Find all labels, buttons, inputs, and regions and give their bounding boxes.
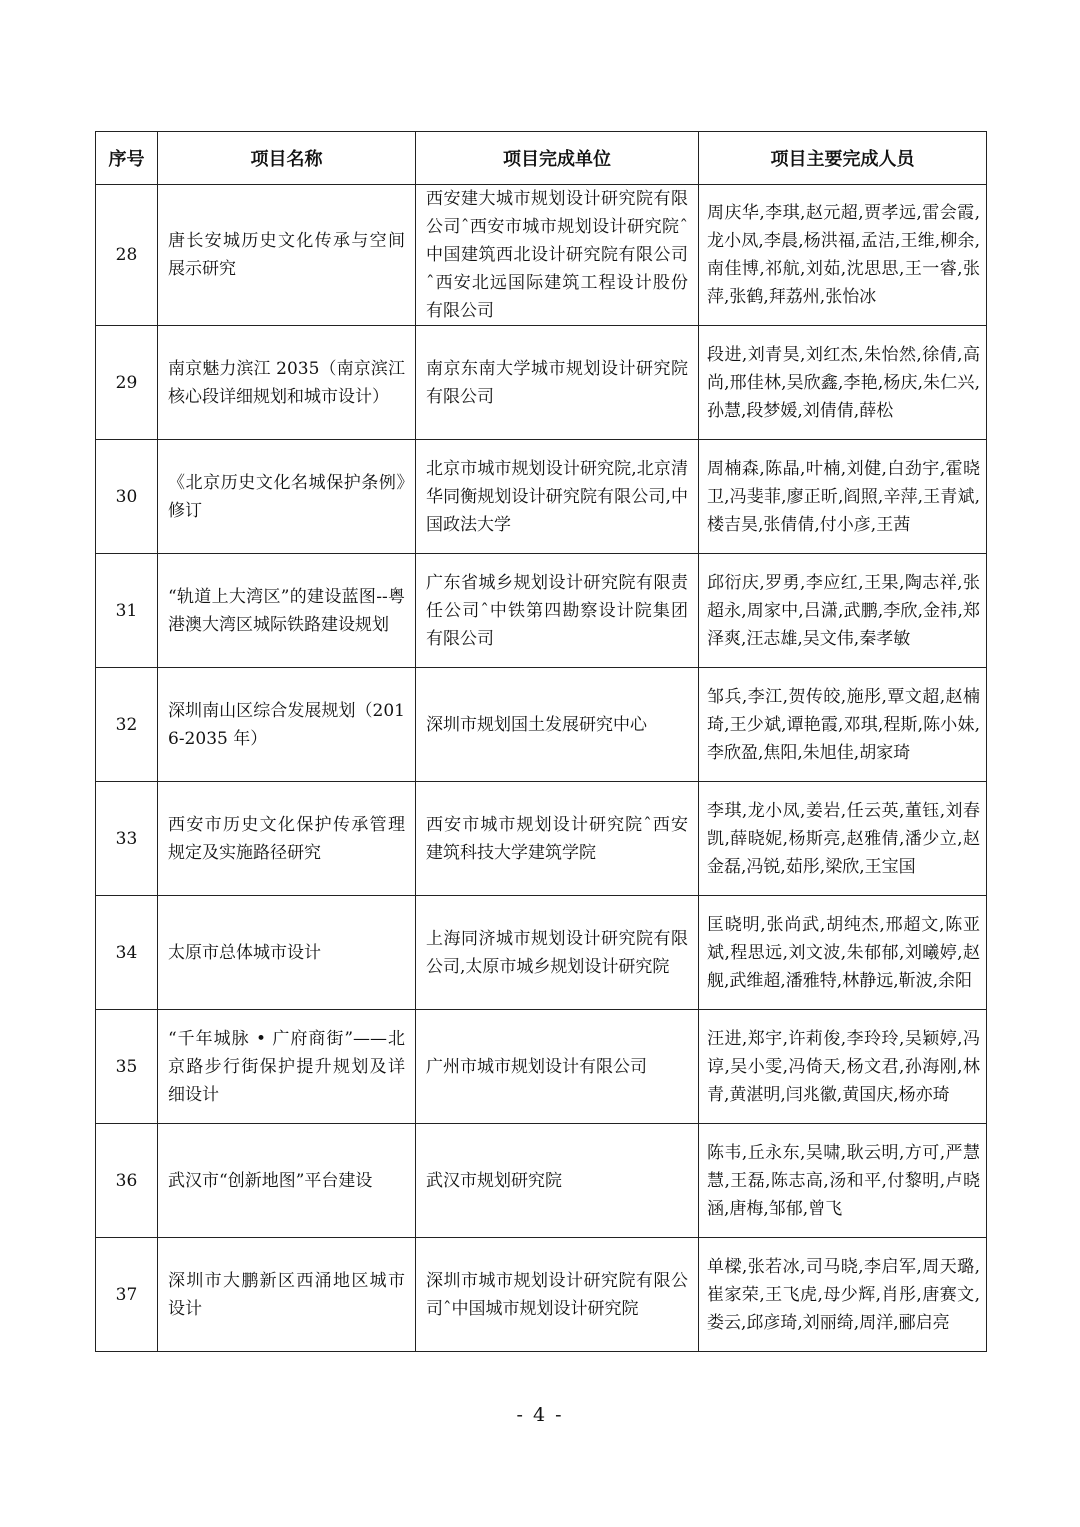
completion-unit — [416, 440, 699, 554]
project-name-text: “轨道上大湾区”的建设蓝图--粤港澳大湾区城际铁路建设规划 — [168, 586, 405, 635]
table-row — [96, 1238, 987, 1352]
project-name — [158, 668, 416, 782]
main-personnel-text: 段进,刘青昊,刘红杰,朱怡然,徐倩,高尚,邢佳林,吴欣鑫,李艳,杨庆,朱仁兴,孙慧,段梦媛,刘倩倩,薛松 — [707, 344, 980, 421]
completion-unit — [416, 782, 699, 896]
project-name — [158, 1124, 416, 1238]
completion-unit — [416, 1238, 699, 1352]
header-no: 序号 — [96, 132, 158, 185]
completion-unit — [416, 326, 699, 440]
completion-unit — [416, 1124, 699, 1238]
project-name — [158, 1238, 416, 1352]
header-project-name: 项目名称 — [158, 132, 416, 185]
project-name — [158, 554, 416, 668]
completion-unit-text: 深圳市城市规划设计研究院有限公司ˆ中国城市规划设计研究院 — [426, 1270, 688, 1319]
table-header-row — [96, 132, 987, 185]
completion-unit — [416, 668, 699, 782]
table-row — [96, 1124, 987, 1238]
main-personnel — [699, 668, 987, 782]
row-number: 29 — [96, 326, 158, 440]
completion-unit — [416, 554, 699, 668]
main-personnel — [699, 1238, 987, 1352]
table-row — [96, 1010, 987, 1124]
award-projects-table — [95, 131, 987, 1352]
project-name-text: 武汉市“创新地图”平台建设 — [168, 1170, 373, 1191]
row-number: 35 — [96, 1010, 158, 1124]
row-number: 28 — [96, 185, 158, 326]
project-name-text: 太原市总体城市设计 — [168, 942, 321, 963]
table-row — [96, 782, 987, 896]
project-name-text: 唐长安城历史文化传承与空间展示研究 — [168, 231, 405, 279]
completion-unit-text: 武汉市规划研究院 — [426, 1170, 562, 1191]
project-name-text: 南京魅力滨江 2035（南京滨江核心段详细规划和城市设计） — [168, 358, 405, 407]
table-row — [96, 326, 987, 440]
project-name-text: 西安市历史文化保护传承管理规定及实施路径研究 — [168, 814, 405, 863]
project-name — [158, 782, 416, 896]
row-number: 32 — [96, 668, 158, 782]
page-number: - 4 - — [516, 1404, 564, 1426]
header-main-personnel: 项目主要完成人员 — [699, 132, 987, 185]
completion-unit-text: 北京市城市规划设计研究院,北京清华同衡规划设计研究院有限公司,中国政法大学 — [426, 458, 688, 535]
project-name — [158, 896, 416, 1010]
main-personnel — [699, 782, 987, 896]
table-row — [96, 554, 987, 668]
main-personnel-text: 汪进,郑宇,许莉俊,李玲玲,吴颖婷,冯谆,吴小雯,冯倚天,杨文君,孙海刚,林青,黄湛明,闫兆徽,黄国庆,杨亦琦 — [707, 1028, 980, 1105]
main-personnel-text: 邹兵,李江,贺传皎,施彤,覃文超,赵楠琦,王少斌,谭艳霞,邓琪,程斯,陈小妹,李欣盈,焦阳,朱旭佳,胡家琦 — [707, 686, 980, 763]
row-number: 30 — [96, 440, 158, 554]
project-name-text: 《北京历史文化名城保护条例》修订 — [168, 472, 405, 521]
completion-unit — [416, 185, 699, 326]
row-number: 33 — [96, 782, 158, 896]
row-number: 31 — [96, 554, 158, 668]
row-number: 37 — [96, 1238, 158, 1352]
main-personnel-text: 周楠森,陈晶,叶楠,刘健,白劲宇,霍晓卫,冯斐菲,廖正昕,阎照,辛萍,王青斌,楼吉昊,张倩倩,付小彦,王茜 — [707, 458, 980, 535]
completion-unit — [416, 1010, 699, 1124]
main-personnel — [699, 1010, 987, 1124]
completion-unit-text: 西安市城市规划设计研究院ˆ西安建筑科技大学建筑学院 — [426, 814, 688, 863]
table-row — [96, 668, 987, 782]
main-personnel — [699, 440, 987, 554]
project-name — [158, 326, 416, 440]
project-name — [158, 1010, 416, 1124]
main-personnel — [699, 1124, 987, 1238]
completion-unit-text: 广州市城市规划设计有限公司 — [426, 1056, 647, 1077]
header-completion-unit: 项目完成单位 — [416, 132, 699, 185]
main-personnel — [699, 185, 987, 326]
completion-unit-text: 上海同济城市规划设计研究院有限公司,太原市城乡规划设计研究院 — [426, 928, 688, 977]
table-row — [96, 185, 987, 326]
completion-unit — [416, 896, 699, 1010]
project-name-text: “千年城脉 • 广府商街”——北京路步行街保护提升规划及详细设计 — [168, 1028, 405, 1105]
project-name-text: 深圳南山区综合发展规划（2016-2035 年） — [168, 700, 405, 749]
project-name — [158, 185, 416, 326]
completion-unit-text: 广东省城乡规划设计研究院有限责任公司ˆ中铁第四勘察设计院集团有限公司 — [426, 572, 688, 649]
table-row — [96, 440, 987, 554]
row-number: 34 — [96, 896, 158, 1010]
main-personnel-text: 周庆华,李琪,赵元超,贾孝远,雷会霞,龙小凤,李晨,杨洪福,孟洁,王维,柳余,南佳博,祁航,刘茹,沈思思,王一睿,张 萍,张鹤,拜荔州,张怡冰 — [707, 203, 980, 307]
row-number: 36 — [96, 1124, 158, 1238]
main-personnel-text: 陈韦,丘永东,吴啸,耿云明,方可,严慧慧,王磊,陈志高,汤和平,付黎明,卢晓涵,唐梅,邹郁,曾飞 — [707, 1142, 980, 1219]
main-personnel-text: 匡晓明,张尚武,胡纯杰,邢超文,陈亚斌,程思远,刘文波,朱郁郁,刘曦婷,赵舰,武维超,潘雅特,林静远,靳波,余阳 — [707, 914, 980, 991]
main-personnel-text: 李琪,龙小凤,姜岩,任云英,董钰,刘春凯,薛晓妮,杨斯亮,赵雅倩,潘少立,赵金磊,冯锐,茹彤,梁欣,王宝国 — [707, 800, 980, 877]
table-row — [96, 896, 987, 1010]
main-personnel — [699, 326, 987, 440]
completion-unit-text: 深圳市规划国土发展研究中心 — [426, 714, 647, 735]
main-personnel-text: 单樑,张若冰,司马晓,李启军,周天璐,崔家荣,王飞虎,母少辉,肖彤,唐赛文,娄云,邱彦琦,刘丽绮,周洋,郦启亮 — [707, 1256, 980, 1333]
main-personnel — [699, 554, 987, 668]
completion-unit-text: 西安建大城市规划设计研究院有限公司ˆ西安市城市规划设计研究院ˆ中国建筑西北设计研究院有限公司ˆ西安北远国际建筑工程设计股份有限公司 — [426, 189, 688, 321]
completion-unit-text: 南京东南大学城市规划设计研究院有限公司 — [426, 358, 688, 407]
main-personnel-text: 邱衍庆,罗勇,李应红,王果,陶志祥,张超永,周家中,吕潇,武鹏,李欣,金祎,郑泽爽,汪志雄,吴文伟,秦孝敏 — [707, 572, 980, 649]
project-name-text: 深圳市大鹏新区西涌地区城市设计 — [168, 1270, 405, 1319]
main-personnel — [699, 896, 987, 1010]
project-name — [158, 440, 416, 554]
